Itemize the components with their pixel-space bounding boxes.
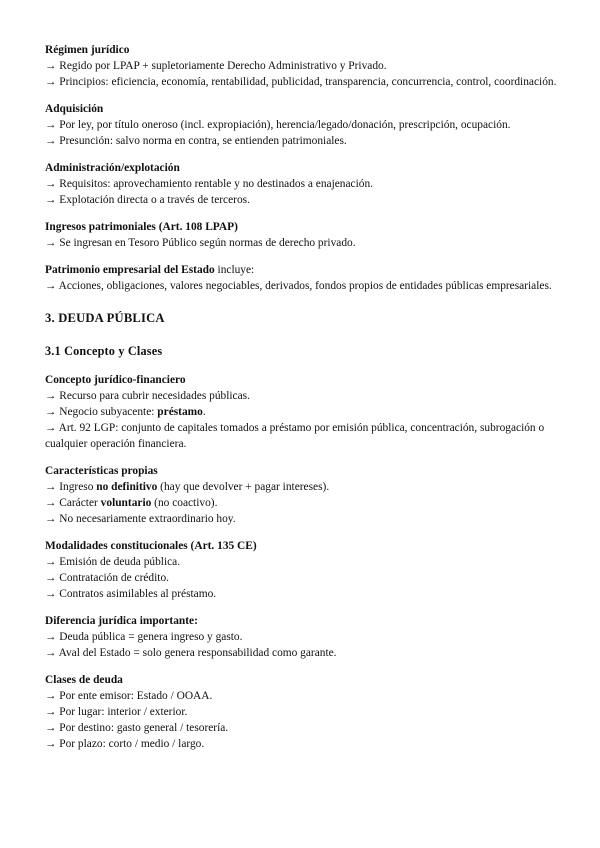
section-title-row [45,262,560,278]
text-run: → Negocio subyacente: [45,406,158,418]
bullet-line: → Emisión de deuda pública. [45,556,181,568]
bullet-line: → Se ingresan en Tesoro Público según normas de derecho privado. [45,237,356,249]
section-title: Características propias [45,465,158,477]
section-administracion [45,160,560,208]
text-run: → Carácter [45,497,101,509]
section-title: Diferencia jurídica importante: [45,615,198,627]
section-title: Concepto jurídico-financiero [45,374,186,386]
heading-concepto-clases: 3.1 Concepto y Clases [45,344,163,358]
bullet-line [45,495,560,511]
bullet-line: → Acciones, obligaciones, valores negociables, derivados, fondos propios de entidades públicas empresariales. [45,280,552,292]
bullet-line: → Art. 92 LGP: conjunto de capitales tomados a préstamo por emisión pública, concentración, subrogación o cualquier operación financiera. [45,422,545,450]
section-title: Régimen jurídico [45,44,130,56]
section-title-suffix: incluye: [214,264,255,276]
section-title: Administración/explotación [45,162,180,174]
bullet-line: → Por lugar: interior / exterior. [45,706,188,718]
text-run: → Ingreso [45,481,97,493]
section-caracteristicas [45,463,560,527]
bullet-line: → No necesariamente extraordinario hoy. [45,513,236,525]
bullet-line: → Principios: eficiencia, economía, rentabilidad, publicidad, transparencia, concurrencia, control, coordinación. [45,76,557,88]
section-regimen-juridico [45,42,560,90]
section-diferencia [45,613,560,661]
bullet-line: → Por ente emisor: Estado / OOAA. [45,690,213,702]
bullet-line: → Recurso para cubrir necesidades públicas. [45,390,250,402]
bullet-line: → Deuda pública = genera ingreso y gasto. [45,631,243,643]
text-run: . [202,406,206,418]
bullet-line [45,404,560,420]
section-modalidades [45,538,560,602]
bullet-line: → Por destino: gasto general / tesorería. [45,722,229,734]
section-clases [45,672,560,752]
bullet-line [45,479,560,495]
heading-deuda-publica: 3. DEUDA PÚBLICA [45,311,165,325]
bold-text: no definitivo [96,481,158,493]
section-adquisicion [45,101,560,149]
section-title: Adquisición [45,103,104,115]
bullet-line: → Por ley, por título oneroso (incl. expropiación), herencia/legado/donación, prescripción, ocupación. [45,119,511,131]
section-title: Patrimonio empresarial del Estado [45,264,215,276]
bold-text: voluntario [100,497,152,509]
bullet-line: → Presunción: salvo norma en contra, se entienden patrimoniales. [45,135,347,147]
bullet-line: → Aval del Estado = solo genera responsabilidad como garante. [45,647,337,659]
section-patrimonio-empresarial [45,262,560,294]
bullet-line: → Contratación de crédito. [45,572,169,584]
bullet-line: → Explotación directa o a través de terceros. [45,194,250,206]
section-title: Modalidades constitucionales (Art. 135 CE) [45,540,257,552]
bullet-line: → Por plazo: corto / medio / largo. [45,738,205,750]
section-title: Ingresos patrimoniales (Art. 108 LPAP) [45,221,238,233]
section-ingresos [45,219,560,251]
section-concepto [45,372,560,452]
bullet-line: → Requisitos: aprovechamiento rentable y no destinados a enajenación. [45,178,374,190]
section-title: Clases de deuda [45,674,123,686]
bullet-line: → Contratos asimilables al préstamo. [45,588,217,600]
bold-text: préstamo [157,406,203,418]
text-run: (hay que devolver + pagar intereses). [157,481,330,493]
text-run: (no coactivo). [151,497,218,509]
bullet-line: → Regido por LPAP + supletoriamente Derecho Administrativo y Privado. [45,60,387,72]
